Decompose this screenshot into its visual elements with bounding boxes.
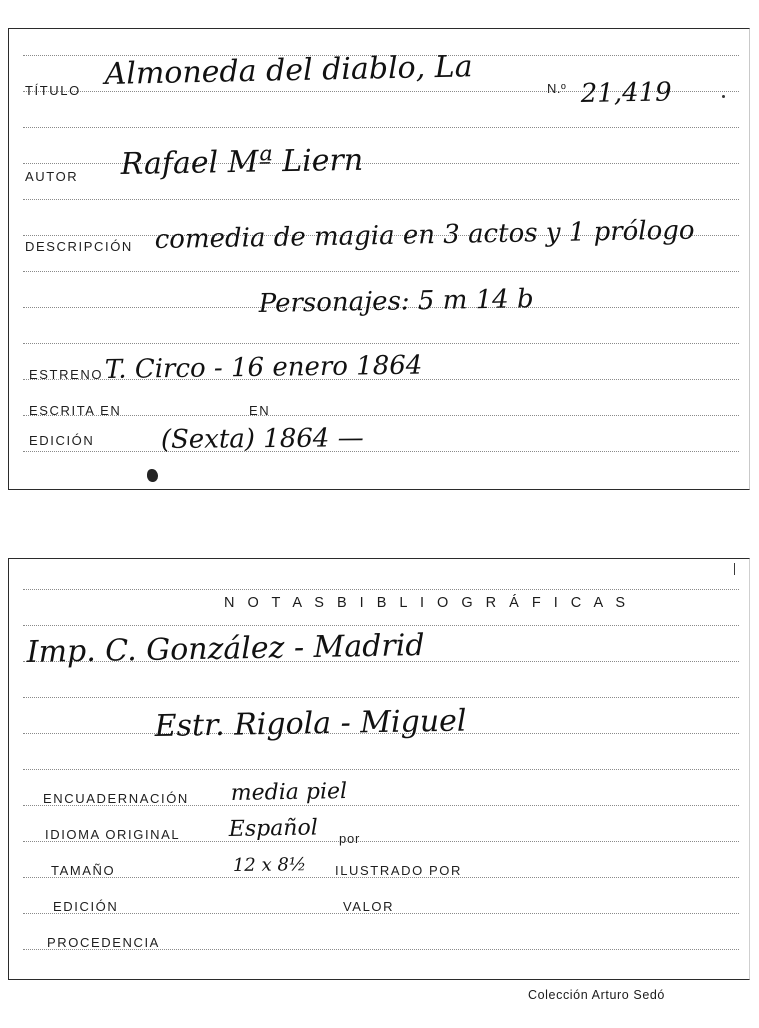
pen-dot xyxy=(722,95,725,98)
label-encuadernacion: ENCUADERNACIÓN xyxy=(43,791,189,806)
rule-line xyxy=(23,271,739,272)
label-titulo: TÍTULO xyxy=(25,83,81,98)
value-autor: Rafael Mª Liern xyxy=(120,142,364,182)
value-edicion: (Sexta) 1864 — xyxy=(160,423,364,455)
label-ilustrado-por: ILUSTRADO POR xyxy=(335,863,462,878)
note-line-2: Estr. Rigola - Miguel xyxy=(154,703,467,744)
label-edicion-bottom: EDICIÓN xyxy=(53,899,119,914)
label-edicion: EDICIÓN xyxy=(29,433,95,448)
label-descripcion: DESCRIPCIÓN xyxy=(25,239,133,254)
ink-smudge xyxy=(147,469,158,482)
rule-line xyxy=(23,415,739,416)
value-idioma-original: Español xyxy=(228,815,318,842)
rule-line xyxy=(23,343,739,344)
label-estreno: ESTRENO xyxy=(29,367,104,382)
label-procedencia: PROCEDENCIA xyxy=(47,935,160,950)
value-descripcion-line1: comedia de magia en 3 actos y 1 prólogo xyxy=(154,215,695,255)
catalog-card-top xyxy=(8,28,750,490)
label-idioma-original: IDIOMA ORIGINAL xyxy=(45,827,181,842)
rule-line xyxy=(23,769,739,770)
value-estreno: T. Circo - 16 enero 1864 xyxy=(104,350,423,385)
label-valor: VALOR xyxy=(343,899,395,914)
corner-tick xyxy=(734,563,735,575)
rule-line xyxy=(23,451,739,452)
note-line-1: Imp. C. González - Madrid xyxy=(26,628,425,670)
rule-line xyxy=(23,127,739,128)
catalog-card-bottom xyxy=(8,558,750,980)
value-descripcion-line2: Personajes: 5 m 14 b xyxy=(258,284,534,319)
label-por: por xyxy=(339,831,361,846)
value-tamano: 12 x 8½ xyxy=(232,854,307,876)
value-numero: 21,419 xyxy=(580,77,672,109)
label-tamano: TAMAÑO xyxy=(51,863,116,878)
rule-line xyxy=(23,589,739,590)
label-autor: AUTOR xyxy=(25,169,79,184)
label-numero: N.º xyxy=(547,81,567,96)
rule-line xyxy=(23,697,739,698)
value-titulo: Almoneda del diablo, La xyxy=(104,49,473,92)
label-en: EN xyxy=(249,403,271,418)
notas-bibliograficas-heading: N O T A S B I B L I O G R Á F I C A S xyxy=(224,595,630,611)
rule-line xyxy=(23,199,739,200)
value-encuadernacion: media piel xyxy=(230,778,348,806)
rule-line xyxy=(23,625,739,626)
collection-credit: Colección Arturo Sedó xyxy=(528,988,665,1002)
label-escrita-en: ESCRITA EN xyxy=(29,403,122,418)
